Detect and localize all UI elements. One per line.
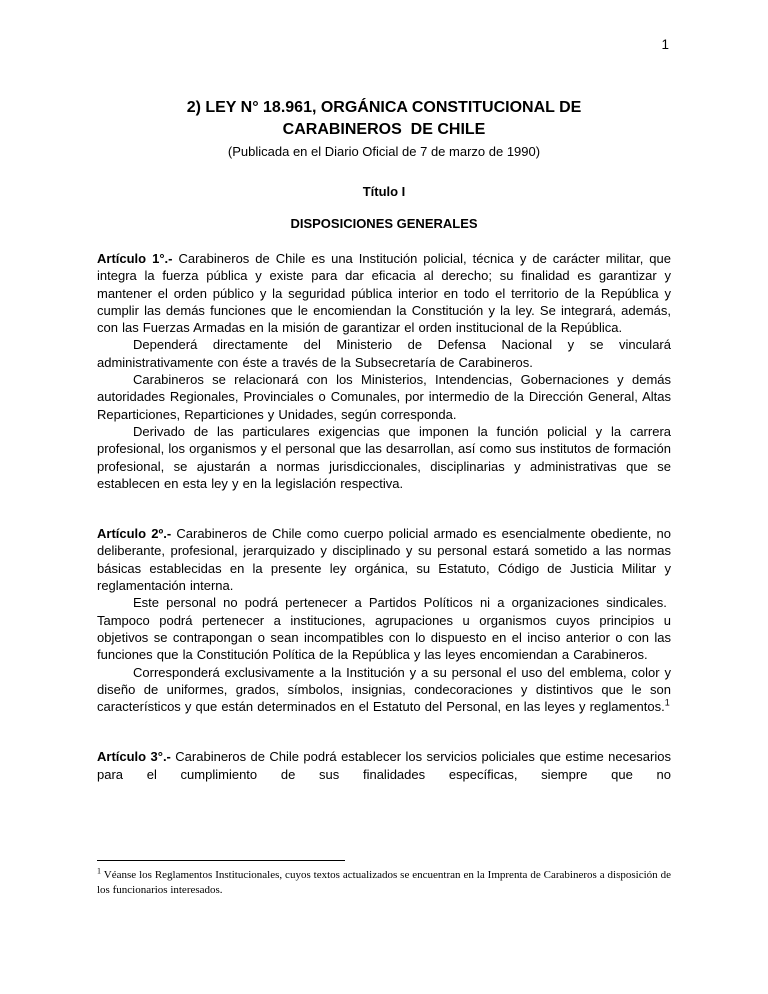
article-3 bbox=[97, 748, 671, 783]
article-3-text: Carabineros de Chile podrá establecer los servicios policiales que estime necesarios para el cumplimiento de sus finalidades específicas, siempre que no bbox=[97, 749, 671, 782]
article-3-label: Artículo 3°.- bbox=[97, 749, 171, 765]
article-1-label: Artículo 1°.- bbox=[97, 251, 173, 266]
document-title-line1: 2) LEY N° 18.961, ORGÁNICA CONSTITUCIONAL DE bbox=[186, 99, 582, 116]
footnote-rule bbox=[97, 860, 345, 861]
article-paragraph bbox=[97, 250, 671, 336]
article-1 bbox=[97, 250, 671, 492]
article-paragraph bbox=[97, 748, 671, 783]
article-2-text-last: Corresponderá exclusivamente a la Institución y a su personal el uso del emblema, color y diseño de uniformes, grados, símbolos, insignias, condecoraciones y distintivos que le son característicos y que están determinados en el Estatuto del Personal, en las leyes y reglamentos. bbox=[97, 664, 671, 715]
footnote-marker: 1 bbox=[97, 866, 101, 876]
document-title-line2: CARABINEROS DE CHILE bbox=[282, 121, 486, 138]
document-subtitle: (Publicada en el Diario Oficial de 7 de marzo de 1990) bbox=[227, 144, 541, 159]
article-paragraph: Derivado de las particulares exigencias que imponen la función policial y la carrera profesional, los organismos y el personal que las desarrollan, así como sus institutos de formación profesional, se ajustarán a normas jurisdiccionales, disciplinarias y administrativas que se establecen en esta ley y en la legislación respectiva. bbox=[97, 423, 671, 491]
article-2-text: Carabineros de Chile como cuerpo policial armado es esencialmente obediente, no deliberante, profesional, jerarquizado y disciplinado y su personal estará sometido a las normas básicas establecidas en la presente ley orgánica, su Estatuto, Código de Justicia Militar y reglamentación interna. bbox=[97, 526, 671, 594]
article-paragraph bbox=[97, 525, 671, 594]
article-paragraph: Dependerá directamente del Ministerio de Defensa Nacional y se vinculará administrativamente con éste a través de la Subsecretaría de Carabineros. bbox=[97, 337, 671, 370]
footnote bbox=[97, 868, 671, 897]
document-title bbox=[97, 97, 671, 141]
article-paragraph bbox=[97, 664, 671, 716]
page-number: 1 bbox=[661, 37, 669, 52]
footnote-ref: 1 bbox=[664, 697, 670, 708]
article-2-label: Artículo 2º.- bbox=[97, 526, 172, 542]
article-paragraph: Carabineros se relacionará con los Ministerios, Intendencias, Gobernaciones y demás autoridades Regionales, Provinciales o Comunales, por intermedio de la Dirección General, Altas Reparticiones, Reparticiones y Unidades, según corresponda. bbox=[97, 372, 671, 422]
footnote-text: Véanse los Reglamentos Institucionales, cuyos textos actualizados se encuentran en la Imprenta de Carabineros a disposición de los funcionarios interesados. bbox=[97, 869, 671, 896]
article-2 bbox=[97, 525, 671, 715]
article-paragraph: Este personal no podrá pertenecer a Partidos Políticos ni a organizaciones sindicales. Tampoco podrá pertenecer a instituciones, agrupaciones u organismos cuyos principios u objetivos se contrapongan o sean incompatibles con lo dispuesto en el inciso anterior o con las funciones que la Constitución Política de la República y las leyes encomiendan a Carabineros. bbox=[97, 595, 671, 663]
article-1-text: Carabineros de Chile es una Institución policial, técnica y de carácter militar, que integra la fuerza pública y existe para dar eficacia al derecho; su finalidad es garantizar y mantener el orden público y la seguridad pública interior en todo el territorio de la República y cumplir las demás funciones que le encomiendan la Constitución y la ley. Se integrará, además, con las Fuerzas Armadas en la misión de garantizar el orden institucional de la República. bbox=[97, 251, 671, 336]
footnote-block bbox=[97, 860, 671, 897]
section-title: Título I bbox=[362, 184, 406, 199]
section-heading: DISPOSICIONES GENERALES bbox=[290, 216, 478, 231]
